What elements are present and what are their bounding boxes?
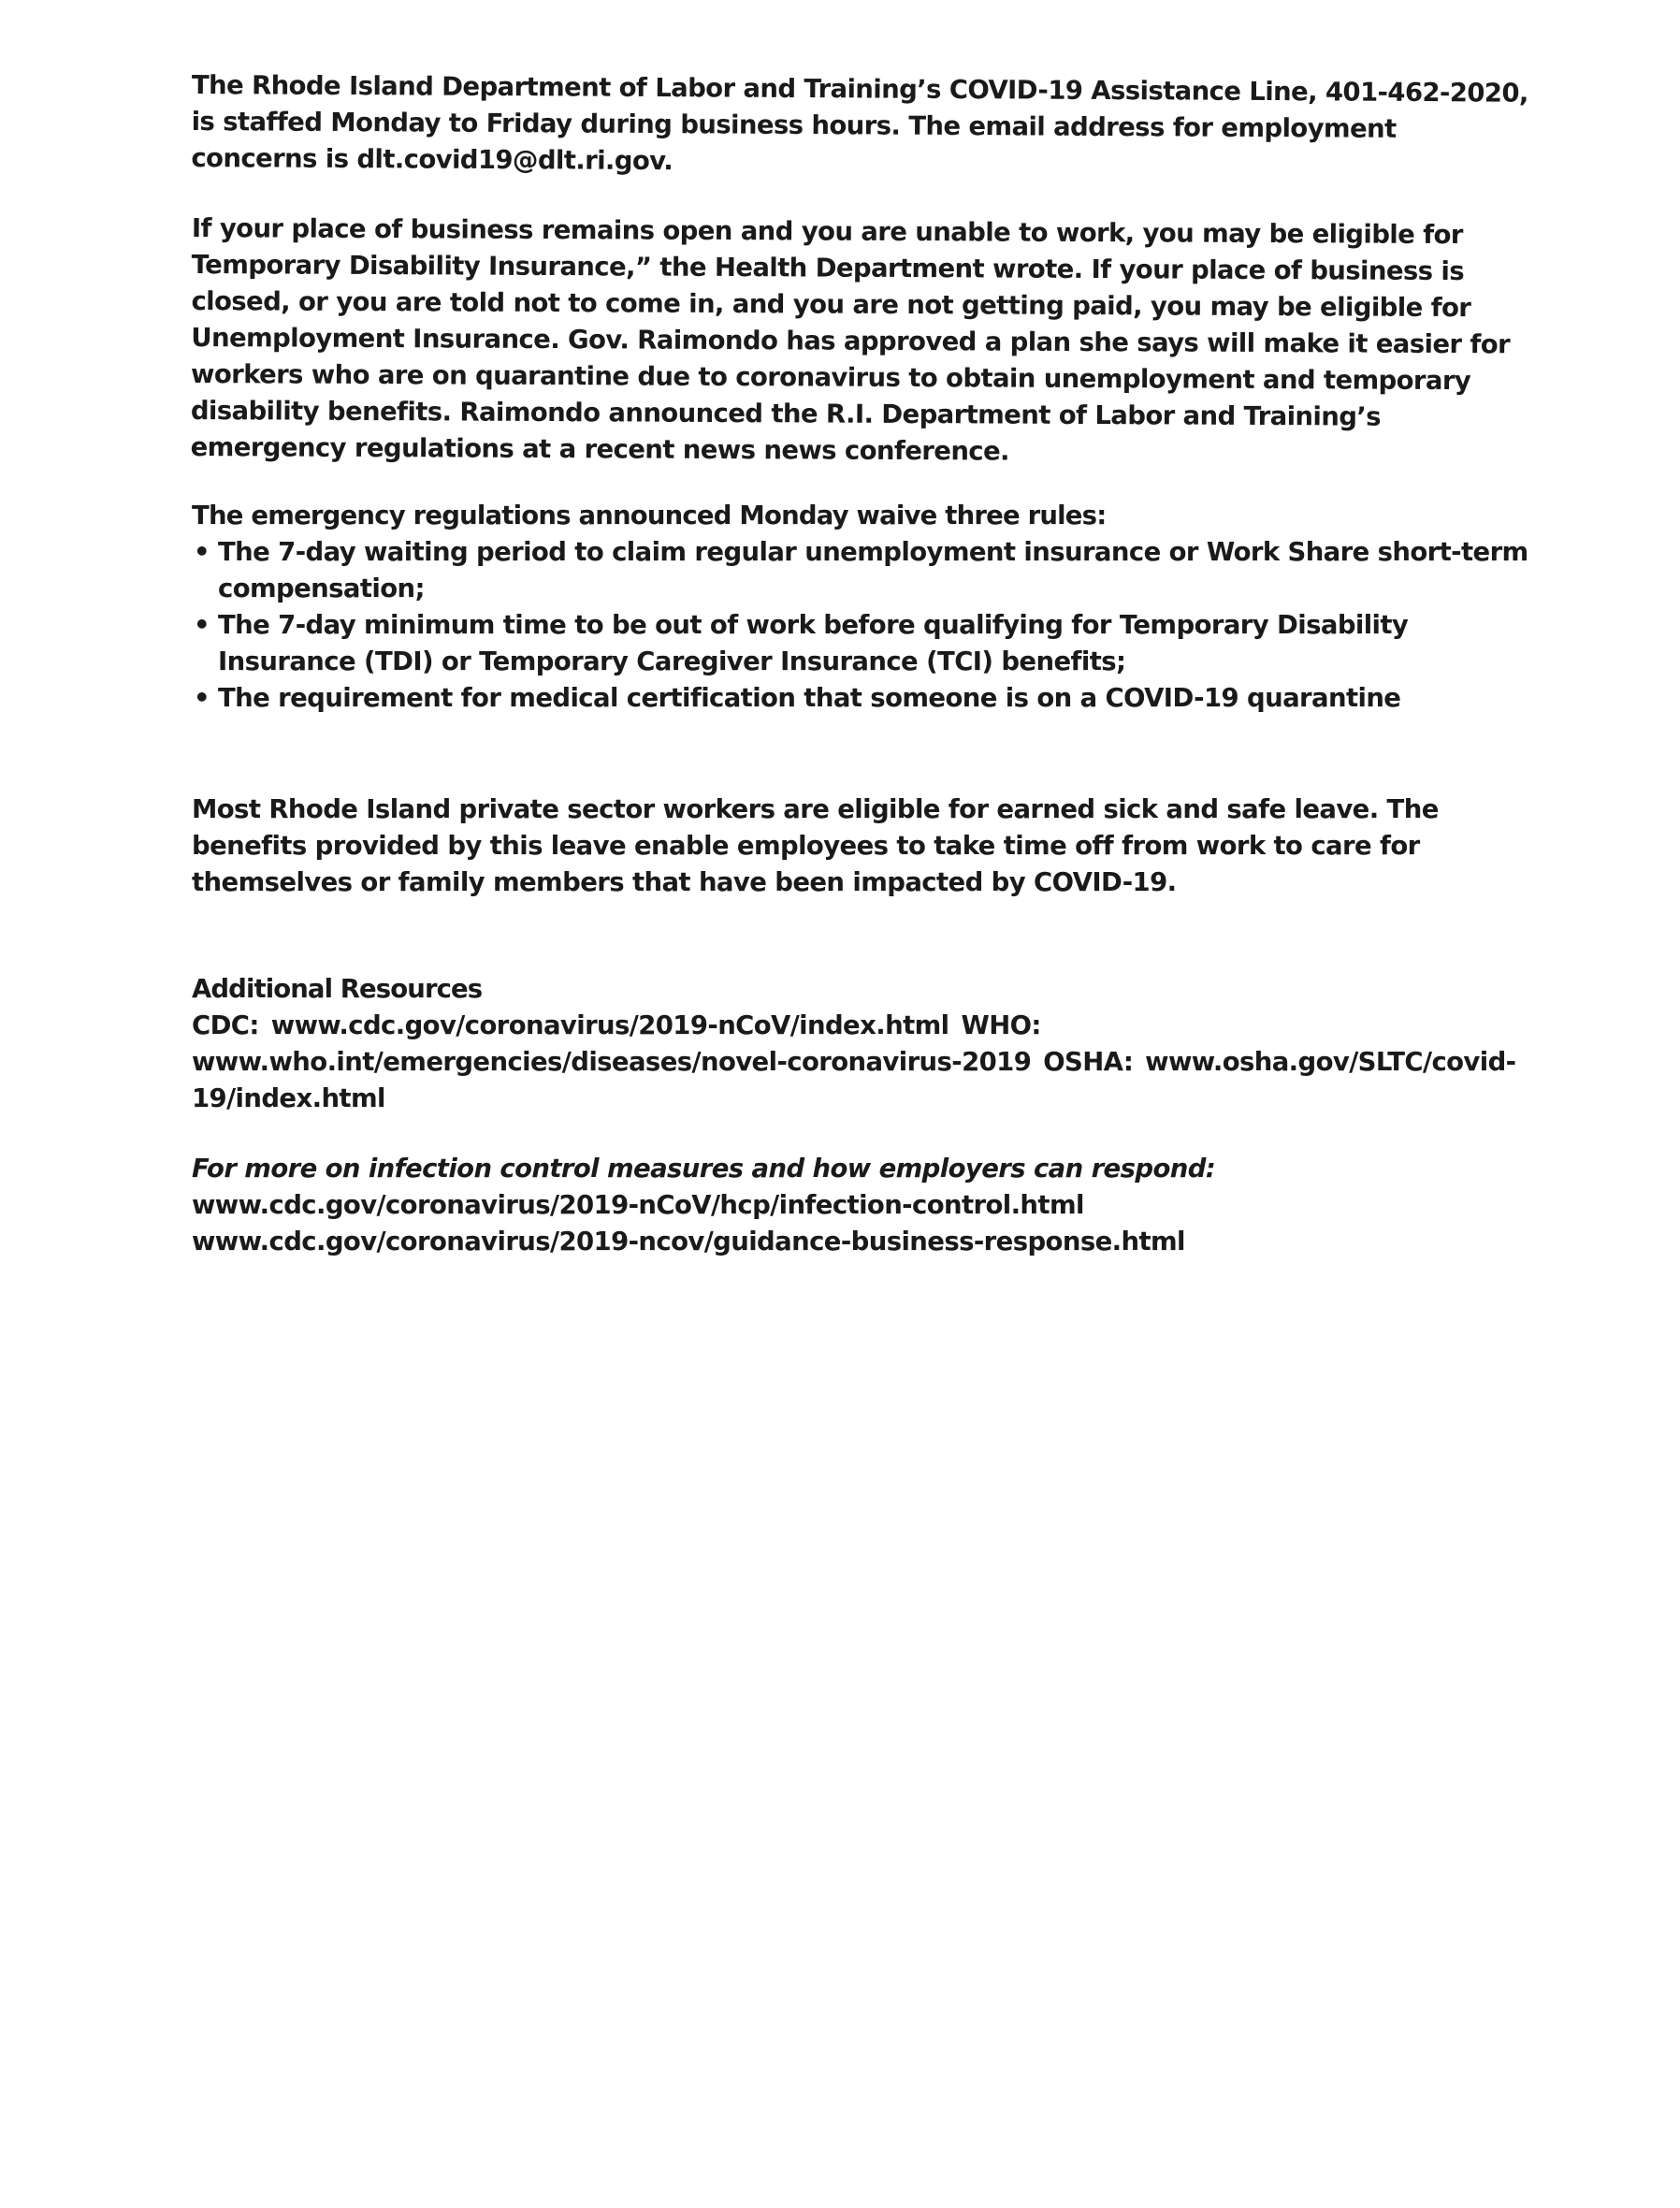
eligibility-paragraph: If your place of business remains open and you are unable to work, you may be eligible for Temporary Disability Insurance,” the Health Department wrote. If your place of business is closed, or you are told not to come in, and you are not getting paid, you may be eligible for Unemployment Insurance. Gov. Raimondo has approved a plan she says will make it easier for workers who are on quarantine due to coronavirus to obtain unemployment and temporary disability benefits. Raimondo announced the R.I. Department of Labor and Training’s emergency regulations at a recent news news conference. <box>190 212 1511 467</box>
infection-control-section <box>192 1151 1529 1260</box>
waived-rules-list <box>192 534 1529 717</box>
infection-control-heading: For more on infection control measures and how employers can respond: <box>192 1154 1216 1184</box>
bullet-icon: • <box>194 683 210 713</box>
list-item <box>192 607 1529 680</box>
emergency-regulations-heading: The emergency regulations announced Monday waive three rules: <box>192 501 1107 530</box>
rule-text: The requirement for medical certification that someone is on a COVID-19 quarantine <box>218 683 1401 713</box>
additional-resources-links: CDC: www.cdc.gov/coronavirus/2019-nCoV/index.html WHO: www.who.int/emergencies/diseases/novel-coronavirus-2019 OSHA: www.osha.gov/SLTC/covid-19/index.html <box>192 1010 1516 1113</box>
rule-text: The 7-day minimum time to be out of work before qualifying for Temporary Disability Insurance (TDI) or Temporary Caregiver Insurance (TCI) benefits; <box>218 610 1409 676</box>
list-item <box>192 680 1529 717</box>
assistance-line-paragraph: The Rhode Island Department of Labor and Training’s COVID-19 Assistance Line, 401-462-2020, is staffed Monday to Friday during business hours. The email address for employment concerns is dlt.covid19@dlt.ri.gov. <box>191 69 1528 177</box>
additional-resources-section <box>192 971 1529 1117</box>
list-item <box>192 534 1529 607</box>
additional-resources-heading: Additional Resources <box>192 974 483 1004</box>
page-content <box>192 67 1529 1260</box>
sick-leave-paragraph: Most Rhode Island private sector workers are eligible for earned sick and safe leave. The benefits provided by this leave enable employees to take time off from work to care for themselves or family members that have been impacted by COVID-19. <box>192 794 1439 897</box>
infection-control-links: www.cdc.gov/coronavirus/2019-nCoV/hcp/infection-control.html www.cdc.gov/coronavirus/2019-ncov/guidance-business-response.html <box>192 1190 1185 1257</box>
bullet-icon: • <box>194 537 210 567</box>
bullet-icon: • <box>194 610 210 640</box>
rule-text: The 7-day waiting period to claim regular unemployment insurance or Work Share short-term compensation; <box>218 537 1528 603</box>
emergency-regulations-section <box>192 498 1529 717</box>
